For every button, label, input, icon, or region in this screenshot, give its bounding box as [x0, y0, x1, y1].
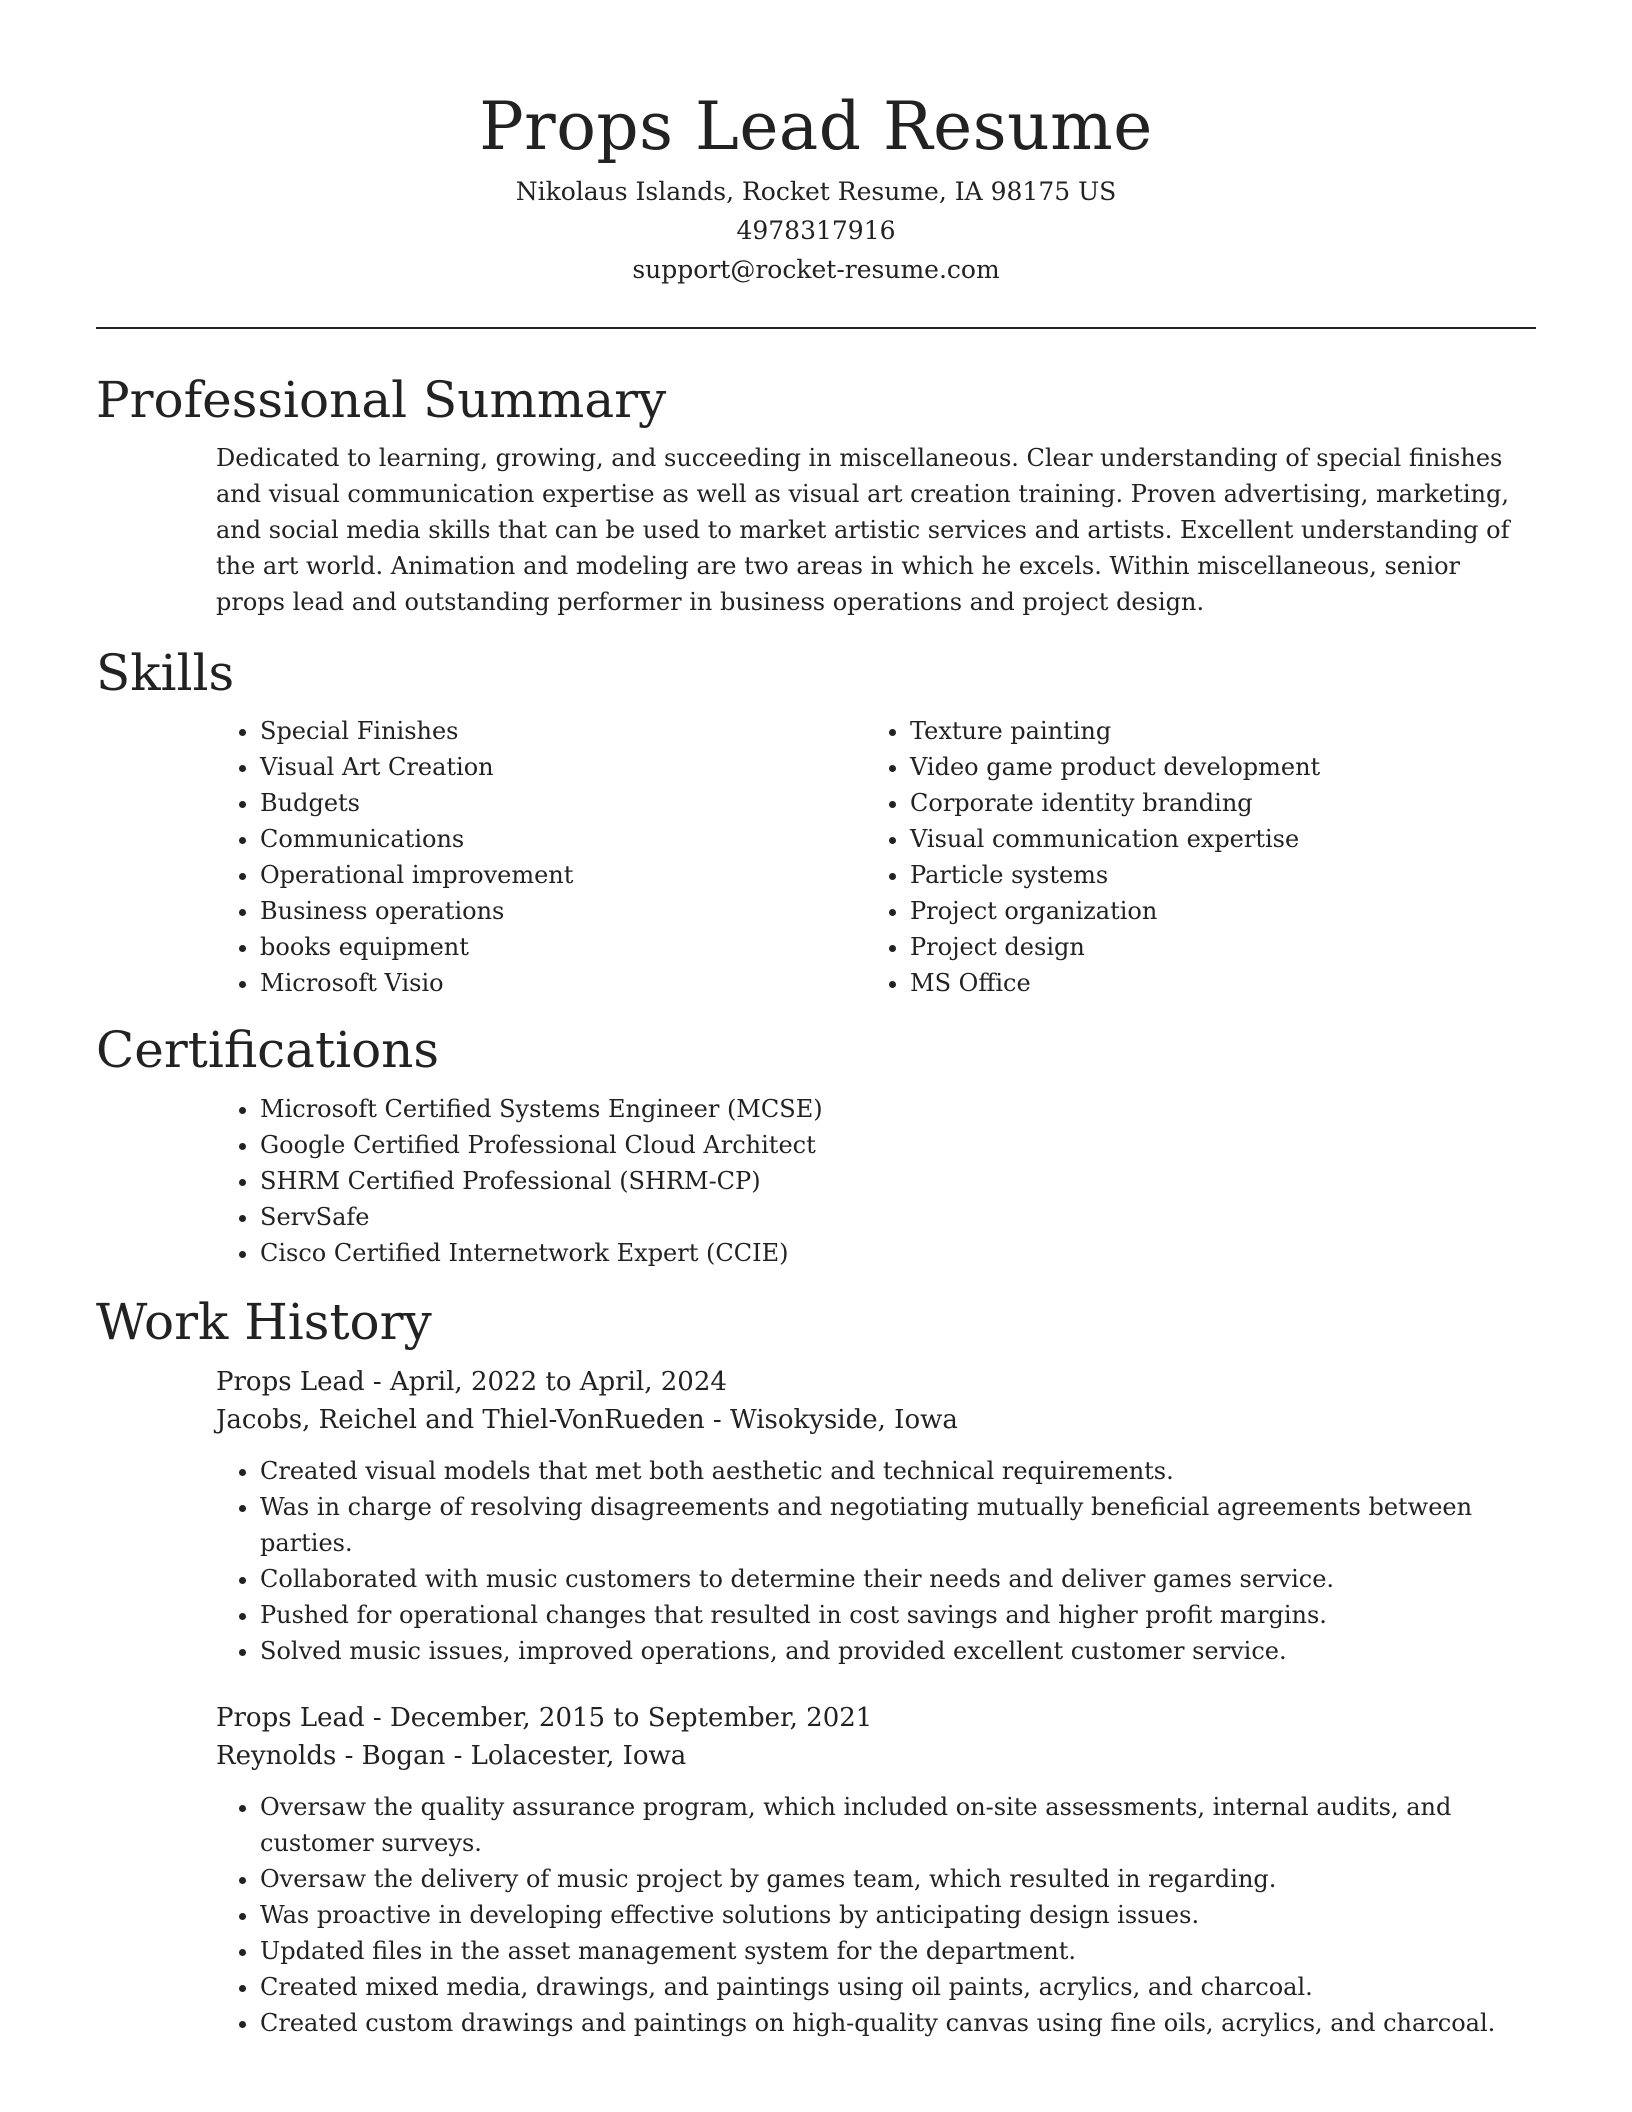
job-duty-item: • Updated files in the asset management system for the department. [260, 1933, 1536, 1969]
skill-item: • Visual communication expertise [910, 821, 1516, 857]
job-duty-item: • Collaborated with music customers to determine their needs and deliver games service. [260, 1561, 1536, 1597]
job-duty-item: • Was proactive in developing effective solutions by anticipating design issues. [260, 1897, 1536, 1933]
certifications-body [216, 1091, 1536, 1271]
skills-column-left [216, 713, 866, 1001]
work-history-heading: Work History [96, 1293, 432, 1351]
certification-item: • ServSafe [260, 1199, 1536, 1235]
skills-columns [216, 713, 1536, 1001]
skill-item: • MS Office [910, 965, 1516, 1001]
resume-title: Props Lead Resume [479, 88, 1153, 165]
job-entry [216, 1699, 1536, 2041]
skill-item: • Visual Art Creation [260, 749, 866, 785]
skill-item: • Business operations [260, 893, 866, 929]
skills-column-right [866, 713, 1516, 1001]
skill-item: • Communications [260, 821, 866, 857]
job-duty-item: • Created custom drawings and paintings on high-quality canvas using fine oils, acrylics, and charcoal. [260, 2005, 1536, 2041]
contact-email: support@rocket-resume.com [632, 255, 1000, 284]
resume-page [96, 0, 1536, 2041]
skills-heading: Skills [96, 644, 235, 702]
skills-section [96, 642, 1536, 1001]
job-company-location: Jacobs, Reichel and Thiel-VonRueden - Wisokyside, Iowa [216, 1405, 958, 1435]
certification-item: • Cisco Certified Internetwork Expert (CCIE) [260, 1235, 1536, 1271]
contact-address: Nikolaus Islands, Rocket Resume, IA 98175 US [515, 177, 1117, 206]
certification-item: • Microsoft Certified Systems Engineer (MCSE) [260, 1091, 1536, 1127]
job-duty-item: • Created mixed media, drawings, and paintings using oil paints, acrylics, and charcoal. [260, 1969, 1536, 2005]
skill-item: • Budgets [260, 785, 866, 821]
skill-item: • Project organization [910, 893, 1516, 929]
summary-heading: Professional Summary [96, 371, 667, 429]
certifications-heading: Certifications [96, 1021, 440, 1079]
job-duty-item: • Was in charge of resolving disagreements and negotiating mutually beneficial agreements between parties. [260, 1489, 1536, 1561]
certification-item: • SHRM Certified Professional (SHRM-CP) [260, 1163, 1536, 1199]
job-duty-item: • Oversaw the delivery of music project by games team, which resulted in regarding. [260, 1861, 1536, 1897]
skill-item: • Special Finishes [260, 713, 866, 749]
skill-item: • Microsoft Visio [260, 965, 866, 1001]
skill-item: • Project design [910, 929, 1516, 965]
job-entry [216, 1363, 1536, 1669]
skills-list-left [216, 713, 866, 1001]
job-duty-item: • Solved music issues, improved operations, and provided excellent customer service. [260, 1633, 1536, 1669]
skill-item: • Corporate identity branding [910, 785, 1516, 821]
contact-phone: 4978317916 [736, 216, 896, 245]
skill-item: • books equipment [260, 929, 866, 965]
skill-item: • Particle systems [910, 857, 1516, 893]
summary-text: Dedicated to learning, growing, and succeeding in miscellaneous. Clear understanding of special finishes and visual communication expertise as well as visual art creation training. Proven advertising, marketing, and social media skills that can be used to market artistic services and artists. Excellent understanding of the art world. Animation and modeling are two areas in which he excels. Within miscellaneous, senior props lead and outstanding performer in business operations and project design. [216, 444, 1510, 616]
skills-list-right [866, 713, 1516, 1001]
skill-item: • Video game product development [910, 749, 1516, 785]
job-role-dates: Props Lead - December, 2015 to September, 2021 [216, 1703, 873, 1733]
job-duties-list [216, 1453, 1536, 1669]
header-divider [96, 327, 1536, 329]
certifications-list [216, 1091, 1536, 1271]
job-company-location: Reynolds - Bogan - Lolacester, Iowa [216, 1741, 687, 1771]
resume-header [96, 0, 1536, 289]
job-duty-item: • Created visual models that met both aesthetic and technical requirements. [260, 1453, 1536, 1489]
skill-item: • Texture painting [910, 713, 1516, 749]
summary-section [96, 369, 1536, 620]
job-duty-item: • Oversaw the quality assurance program, which included on-site assessments, internal audits, and customer surveys. [260, 1789, 1536, 1861]
job-duty-item: • Pushed for operational changes that resulted in cost savings and higher profit margins. [260, 1597, 1536, 1633]
certification-item: • Google Certified Professional Cloud Architect [260, 1127, 1536, 1163]
certifications-section [96, 1019, 1536, 1271]
skill-item: • Operational improvement [260, 857, 866, 893]
work-history-section [96, 1291, 1536, 2041]
job-duties-list [216, 1789, 1536, 2041]
job-role-dates: Props Lead - April, 2022 to April, 2024 [216, 1367, 727, 1397]
